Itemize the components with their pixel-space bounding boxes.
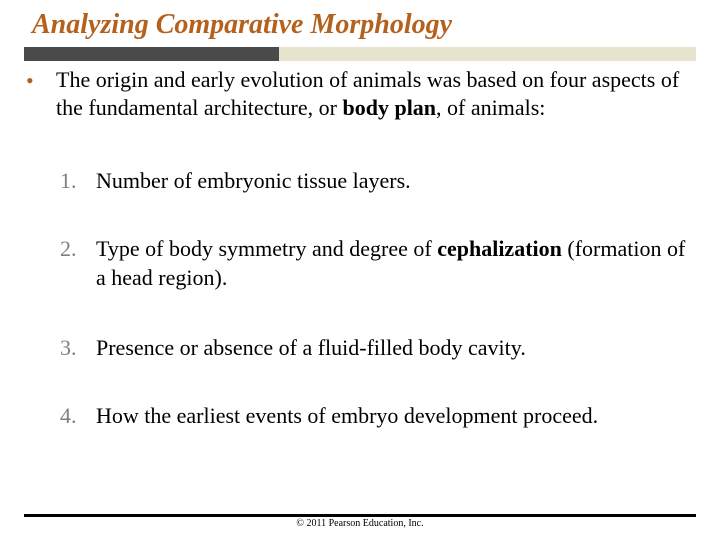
intro-bold-term: body plan [342,95,437,120]
list-number: 2. [60,236,77,261]
list-number: 4. [60,403,77,428]
list-text: Number of embryonic tissue layers. [96,168,411,193]
copyright-footer: © 2011 Pearson Education, Inc. [296,518,424,529]
title-underline-bar [24,47,696,61]
footer-divider [24,514,696,517]
title-bar-light-segment [279,47,696,61]
list-number: 3. [60,335,77,360]
intro-text-start: The origin and early evolution of animals was based on four aspects of the fundamental architecture, or [56,67,680,120]
list-text-start: Type of body symmetry and degree of [96,236,438,261]
list-text-end: (formation of a head region). [96,236,686,290]
title-bar-dark-segment [24,47,279,61]
list-text: Presence or absence of a fluid-filled body cavity. [96,335,526,360]
list-text [96,234,686,292]
intro-paragraph [56,66,706,122]
list-bold-term: cephalization [437,236,562,261]
slide-title: Analyzing Comparative Morphology [32,9,453,40]
list-number: 1. [60,168,77,193]
intro-text-end: , of animals: [436,95,546,120]
bullet-icon: • [26,68,34,93]
list-text: How the earliest events of embryo development proceed. [96,403,599,428]
